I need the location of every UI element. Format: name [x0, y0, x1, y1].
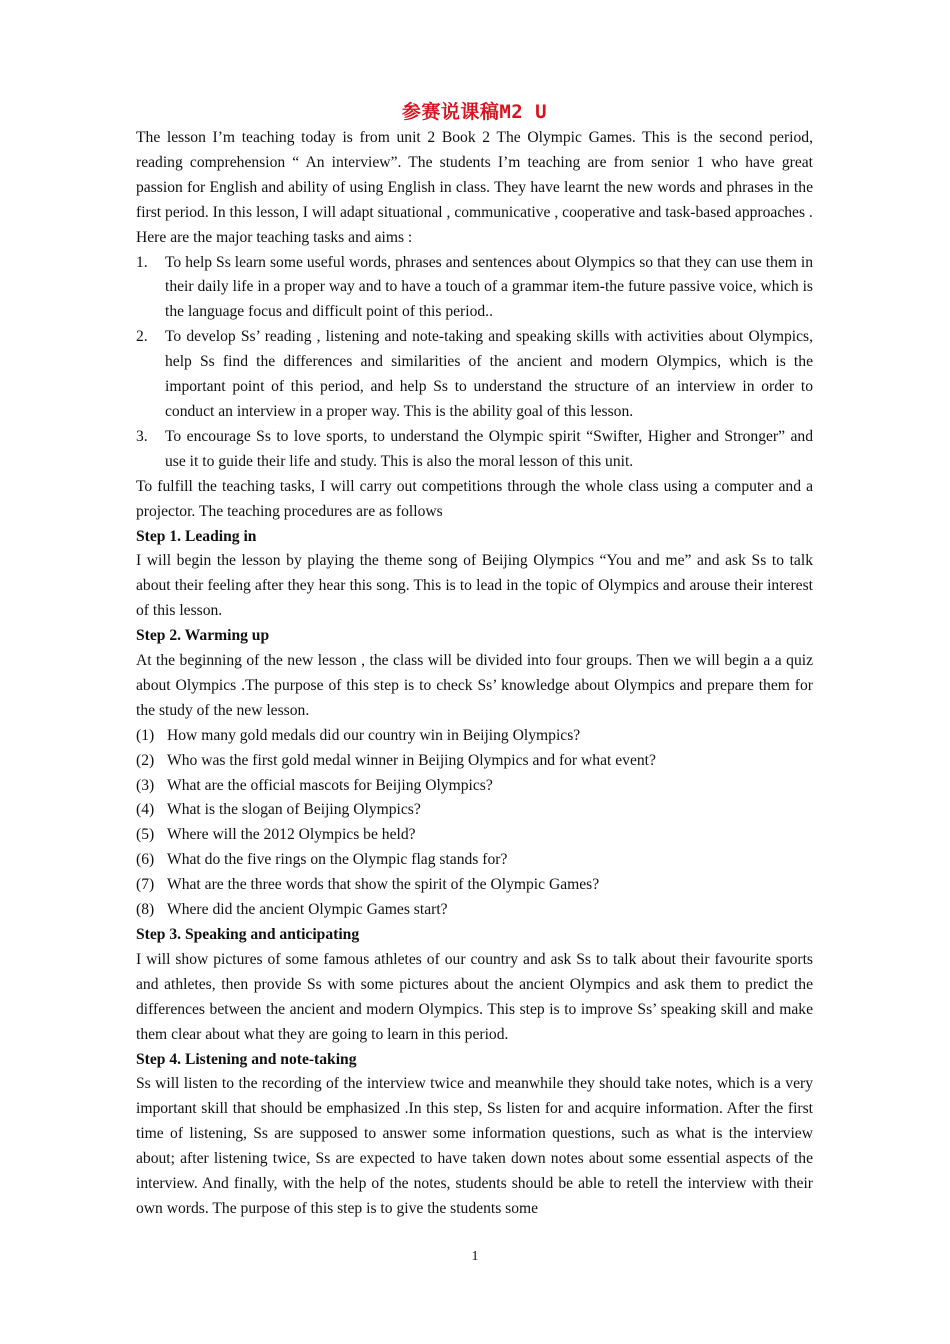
- quiz-question: [136, 798, 813, 823]
- document-title: 参赛说课稿M2 U: [401, 101, 548, 123]
- question-number: (8): [136, 901, 155, 919]
- question-text: How many gold medals did our country win in Beijing Olympics?: [167, 726, 581, 744]
- question-number: (3): [136, 776, 155, 794]
- question-text: Where will the 2012 Olympics be held?: [167, 826, 416, 844]
- procedures-intro: To fulfill the teaching tasks, I will carry out competitions through the whole class using a computer and a projector. The teaching procedures are as follows: [136, 477, 813, 520]
- quiz-question: [136, 823, 813, 848]
- tasks-intro: Here are the major teaching tasks and aims :: [136, 228, 413, 246]
- question-text: What are the three words that show the spirit of the Olympic Games?: [167, 876, 600, 894]
- question-text: Where did the ancient Olympic Games start?: [167, 901, 448, 919]
- step4-heading: Step 4. Listening and note-taking: [136, 1050, 357, 1068]
- question-number: (6): [136, 851, 155, 869]
- quiz-question: [136, 848, 813, 873]
- question-text: Who was the first gold medal winner in Beijing Olympics and for what event?: [167, 751, 656, 769]
- task-text: To help Ss learn some useful words, phrases and sentences about Olympics so that they can use them in their daily life in a proper way and to have a touch of a grammar item-the future passive voice, which is the language focus and difficult point of this period..: [165, 253, 813, 321]
- task-number: 3.: [136, 427, 148, 445]
- task-item: [136, 425, 813, 475]
- question-number: (2): [136, 751, 155, 769]
- step3-text: I will show pictures of some famous athletes of our country and ask Ss to talk about their favourite sports and athletes, then provide Ss with some pictures about the ancient Olympics and ask them to predict the differences between the ancient and modern Olympics. This step is to improve Ss’ speaking skill and make them clear about what they are going to learn in this period.: [136, 950, 813, 1043]
- quiz-question: [136, 898, 813, 923]
- quiz-question: [136, 873, 813, 898]
- task-item: [136, 251, 813, 326]
- question-number: (7): [136, 876, 155, 894]
- task-text: To encourage Ss to love sports, to understand the Olympic spirit “Swifter, Higher and Stronger” and use it to guide their life and study. This is also the moral lesson of this unit.: [165, 427, 813, 470]
- intro-paragraph: The lesson I’m teaching today is from unit 2 Book 2 The Olympic Games. This is the second period, reading comprehension “ An interview”. The students I’m teaching are from senior 1 who have great passion for English and ability of using English in class. They have learnt the new words and phrases in the first period. In this lesson, I will adapt situational , communicative , cooperative and task-based approaches .: [136, 129, 813, 221]
- page-number: 1: [471, 1249, 479, 1264]
- question-text: What do the five rings on the Olympic flag stands for?: [167, 851, 508, 869]
- step1-heading: Step 1. Leading in: [136, 527, 257, 545]
- quiz-question: [136, 774, 813, 799]
- question-number: (1): [136, 726, 155, 744]
- teaching-tasks-list: [136, 251, 813, 475]
- document-body: [136, 98, 813, 1222]
- task-text: To develop Ss’ reading , listening and note-taking and speaking skills with activities about Olympics, help Ss find the differences and similarities of the ancient and modern Olympics, which is the important point of this period, and help Ss to understand the structure of an interview in order to conduct an interview in a proper way. This is the ability goal of this lesson.: [165, 328, 813, 420]
- step2-heading: Step 2. Warming up: [136, 627, 270, 645]
- task-item: [136, 325, 813, 425]
- quiz-question: [136, 724, 813, 749]
- quiz-question: [136, 749, 813, 774]
- quiz-questions-list: [136, 724, 813, 923]
- question-text: What is the slogan of Beijing Olympics?: [167, 801, 421, 819]
- step2-text: At the beginning of the new lesson , the class will be divided into four groups. Then we will begin a a quiz about Olympics .The purpose of this step is to check Ss’ knowledge about Olympics and prepare them for the study of the new lesson.: [136, 652, 813, 719]
- question-number: (4): [136, 801, 155, 819]
- step4-text: Ss will listen to the recording of the interview twice and meanwhile they should take notes, which is a very important skill that should be emphasized .In this step, Ss listen for and acquire information. After the first time of listening, Ss are supposed to answer some information questions, such as what is the interview about; after listening twice, Ss are expected to have taken down notes about some essential aspects of the interview. And finally, with the help of the notes, students should be able to retell the interview with their own words. The purpose of this step is to give the students some: [136, 1075, 813, 1217]
- task-number: 2.: [136, 328, 148, 346]
- step3-heading: Step 3. Speaking and anticipating: [136, 926, 360, 943]
- task-number: 1.: [136, 253, 148, 271]
- question-number: (5): [136, 826, 155, 844]
- question-text: What are the official mascots for Beijing Olympics?: [167, 776, 493, 794]
- step1-text: I will begin the lesson by playing the theme song of Beijing Olympics “You and me” and ask Ss to talk about their feeling after they hear this song. This is to lead in the topic of Olympics and arouse their interest of this lesson.: [136, 552, 813, 620]
